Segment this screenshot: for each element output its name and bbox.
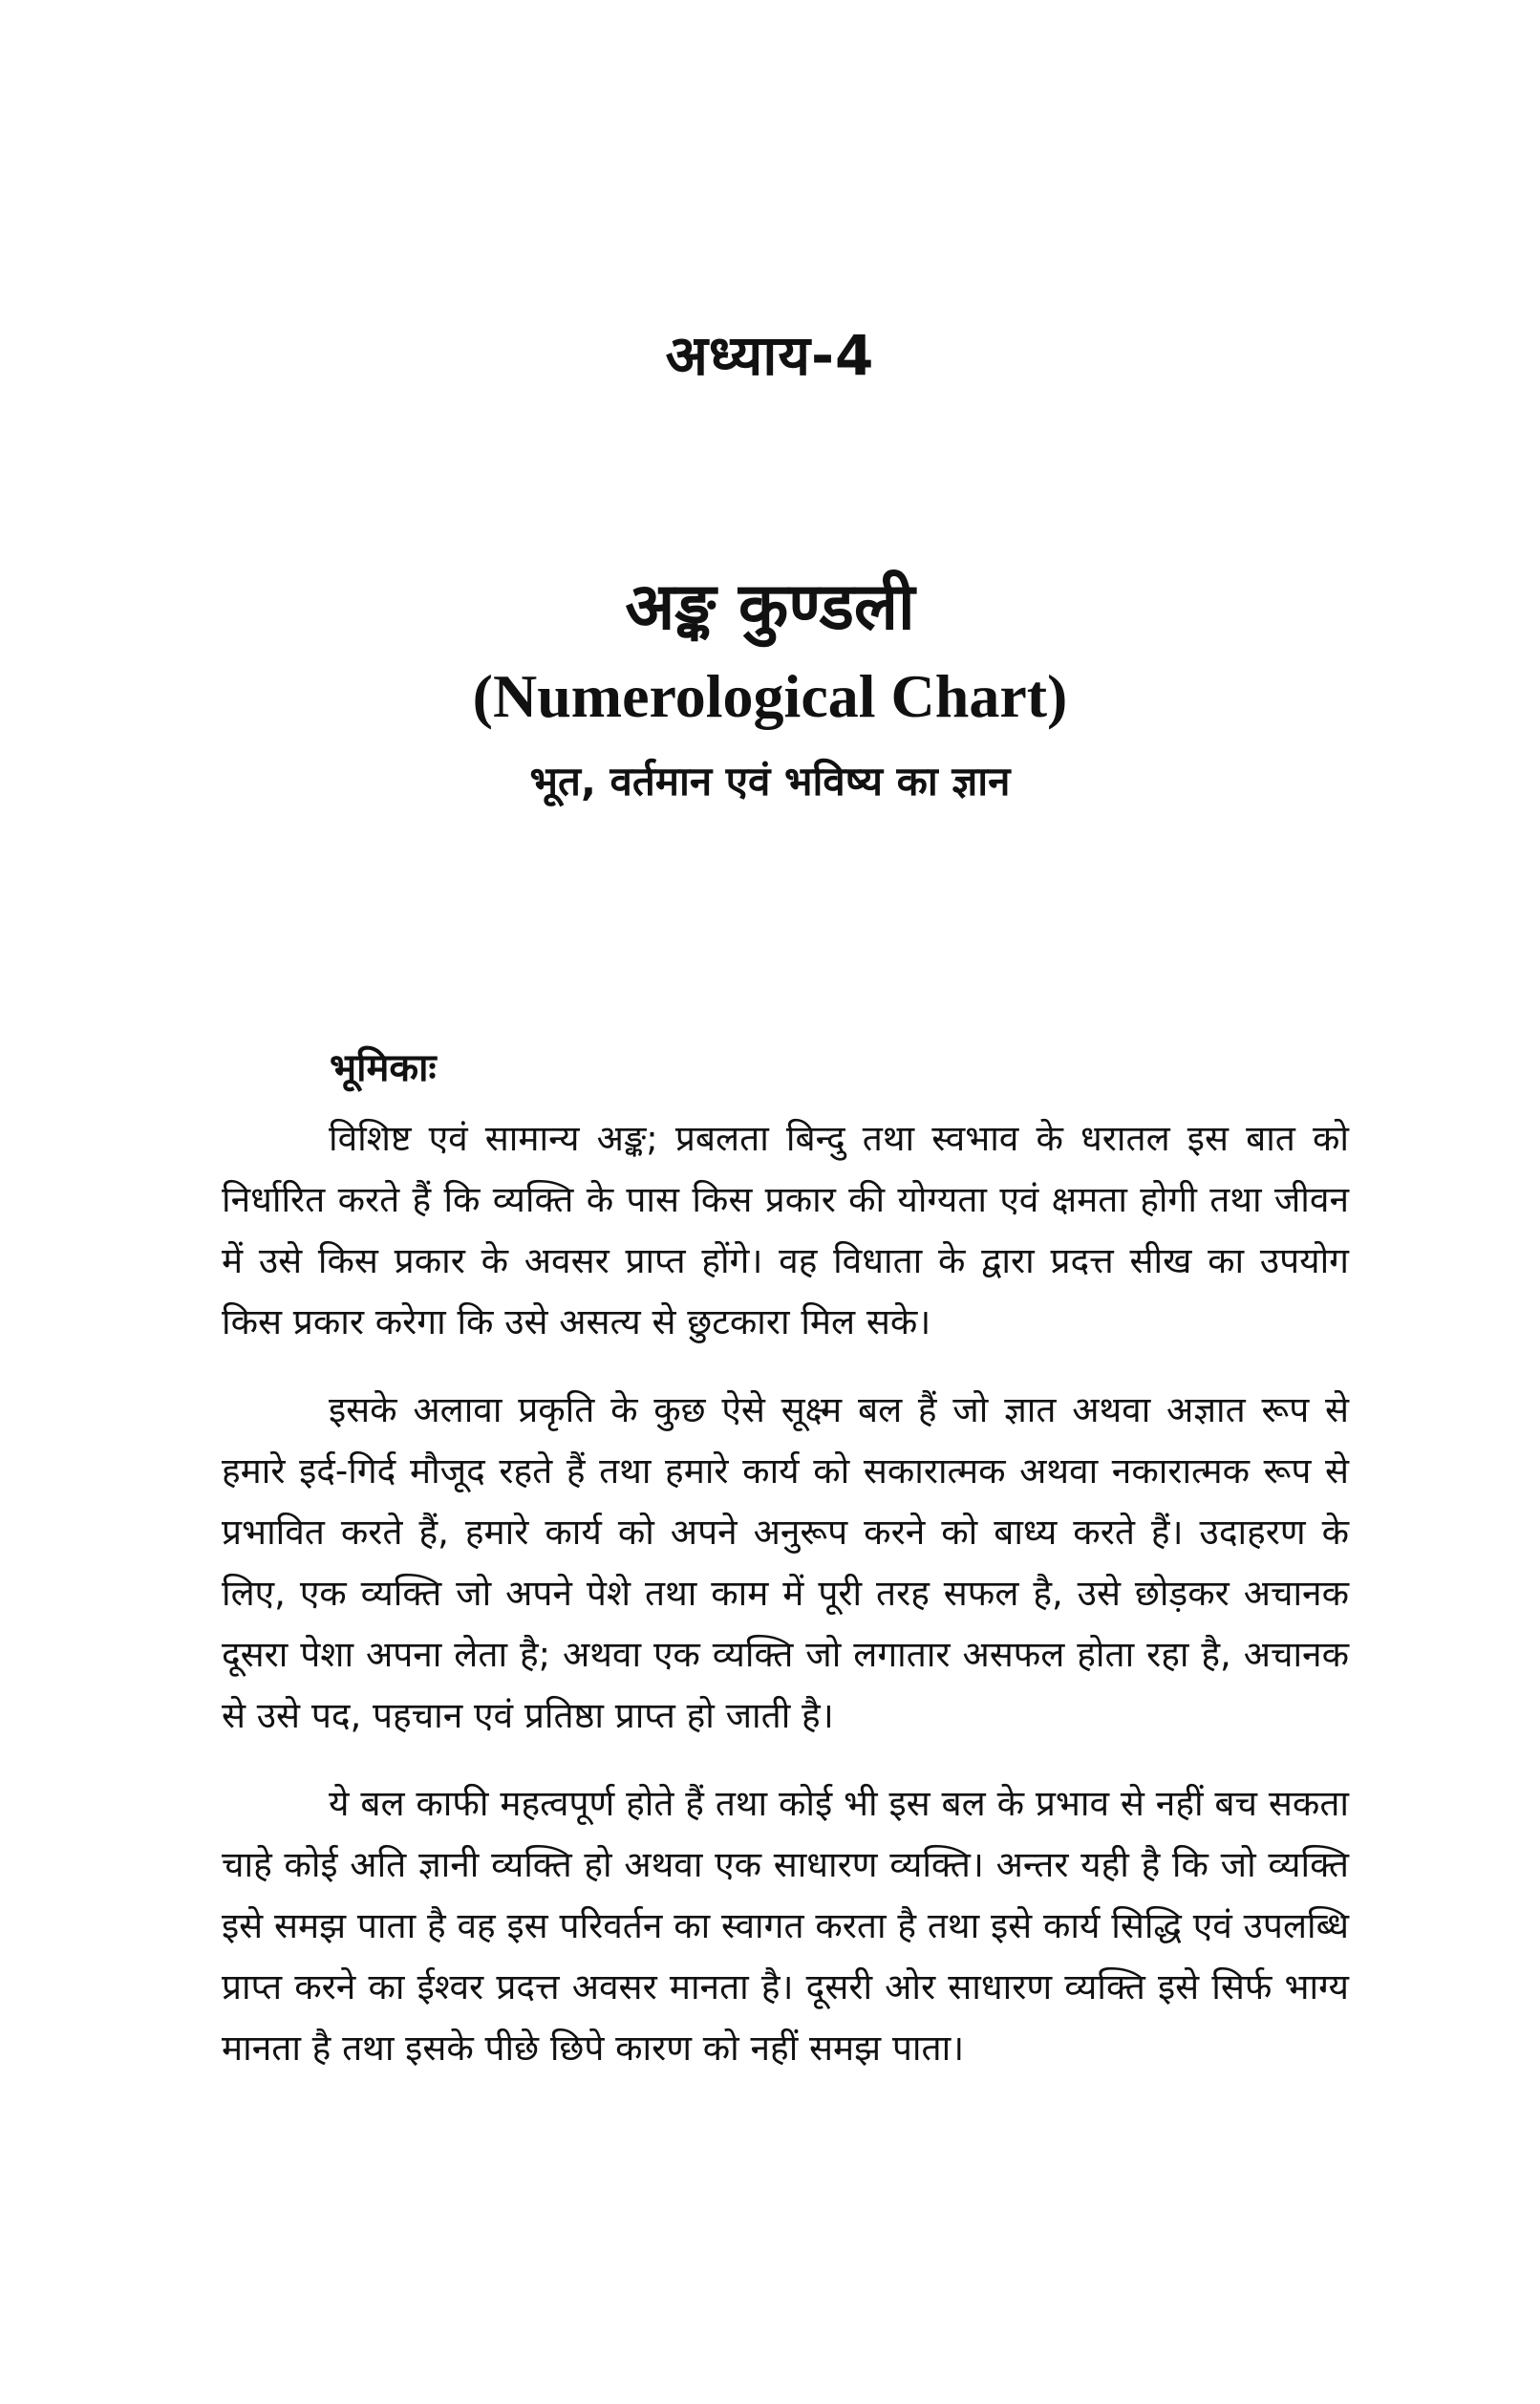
chapter-title-english: (Numerological Chart) [472, 662, 1068, 730]
section-heading: भूमिकाः [330, 1046, 437, 1090]
chapter-title-hindi: अङ्क कुण्डली [625, 569, 915, 645]
body-text [222, 1108, 1349, 2106]
paragraph-2: इसके अलावा प्रकृति के कुछ ऐसे सूक्ष्म बल हैं जो ज्ञात अथवा अज्ञात रूप से हमारे इर्द-गिर्द मौजूद रहते हैं तथा हमारे कार्य को सकारात्मक अथवा नकारात्मक रूप से प्रभावित करते हैं, हमारे कार्य को अपने अनुरूप करने को बाध्य करते हैं। उदाहरण के लिए, एक व्यक्ति जो अपने पेशे तथा काम में पूरी तरह सफल है, उसे छोड़कर अचानक दूसरा पेशा अपना लेता है; अथवा एक व्यक्ति जो लगातार असफल होता रहा है, अचानक से उसे पद, पहचान एवं प्रतिष्ठा प्राप्त हो जाती है। [222, 1389, 1349, 1736]
chapter-number: अध्याय-4 [665, 323, 875, 388]
paragraph-1: विशिष्ट एवं सामान्य अङ्क; प्रबलता बिन्दु तथा स्वभाव के धरातल इस बात को निर्धारित करते हैं कि व्यक्ति के पास किस प्रकार की योग्यता एवं क्षमता होगी तथा जीवन में उसे किस प्रकार के अवसर प्राप्त होंगे। वह विधाता के द्वारा प्रदत्त सीख का उपयोग किस प्रकार करेगा कि उसे असत्य से छुटकारा मिल सके। [222, 1118, 1349, 1342]
chapter-subtitle: भूत, वर्तमान एवं भविष्य का ज्ञान [529, 758, 1011, 805]
paragraph-3: ये बल काफी महत्वपूर्ण होते हैं तथा कोई भी इस बल के प्रभाव से नहीं बच सकता चाहे कोई अति ज्ञानी व्यक्ति हो अथवा एक साधारण व्यक्ति। अन्तर यही है कि जो व्यक्ति इसे समझ पाता है वह इस परिवर्तन का स्वागत करता है तथा इसे कार्य सिद्धि एवं उपलब्धि प्राप्त करने का ईश्वर प्रदत्त अवसर मानता है। दूसरी ओर साधारण व्यक्ति इसे सिर्फ भाग्य मानता है तथा इसके पीछे छिपे कारण को नहीं समझ पाता। [222, 1783, 1350, 2069]
